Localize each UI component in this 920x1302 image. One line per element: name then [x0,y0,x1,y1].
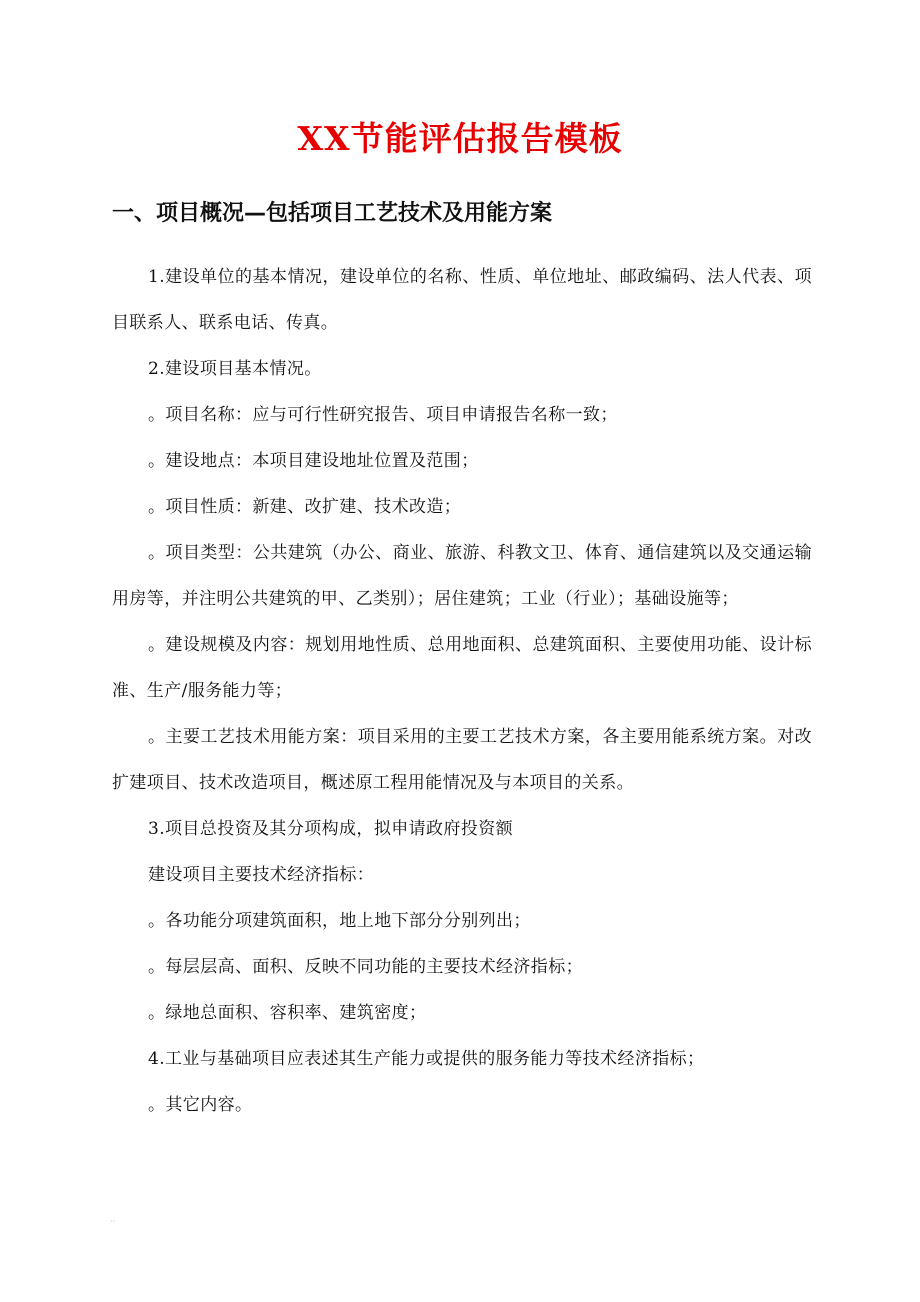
paragraph: 。建设规模及内容：规划用地性质、总用地面积、总建筑面积、主要使用功能、设计标准、生产/服务能力等； [112,635,812,701]
paragraph: 2.建设项目基本情况。 [148,359,322,379]
paragraph: 。建设地点：本项目建设地址位置及范围； [148,451,479,471]
paragraph: 1.建设单位的基本情况，建设单位的名称、性质、单位地址、邮政编码、法人代表、项目联系人、联系电话、传真。 [112,267,812,333]
page-corner-mark: ·· [110,1217,116,1226]
paragraph: 。项目名称：应与可行性研究报告、项目申请报告名称一致； [148,405,618,425]
paragraph: 。主要工艺技术用能方案：项目采用的主要工艺技术方案，各主要用能系统方案。对改扩建项目、技术改造项目，概述原工程用能情况及与本项目的关系。 [112,727,812,793]
paragraph: 。各功能分项建筑面积，地上地下部分分别列出； [148,911,531,931]
paragraph: 。绿地总面积、容积率、建筑密度； [148,1003,427,1023]
paragraph: 。项目性质：新建、改扩建、技术改造； [148,497,462,517]
paragraph: 。每层层高、面积、反映不同功能的主要技术经济指标； [148,957,583,977]
paragraph: 建设项目主要技术经济指标： [148,865,375,885]
section-heading: 一、项目概况—包括项目工艺技术及用能方案 [112,201,553,226]
paragraph: 。其它内容。 [148,1095,253,1115]
paragraph: 3.项目总投资及其分项构成，拟申请政府投资额 [148,819,514,839]
document-body [112,254,812,1128]
paragraph: 4.工业与基础项目应表述其生产能力或提供的服务能力等技术经济指标； [148,1049,705,1069]
document-title: XX节能评估报告模板 [297,119,623,158]
paragraph: 。项目类型：公共建筑（办公、商业、旅游、科教文卫、体育、通信建筑以及交通运输用房等，并注明公共建筑的甲、乙类别）；居住建筑；工业（行业）；基础设施等； [112,543,812,609]
